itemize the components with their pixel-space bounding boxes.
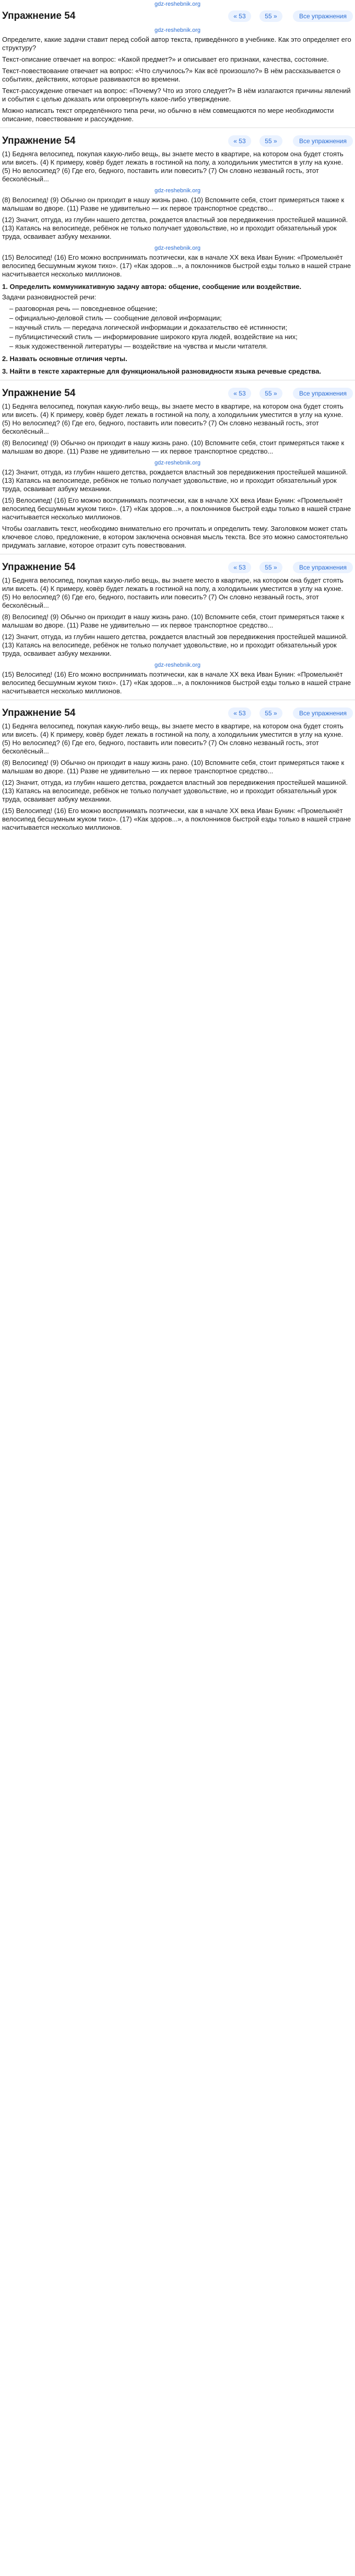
list-item: – научный стиль — передача логической информации и доказательство её истинности; <box>9 323 353 332</box>
paragraph: Определите, какие задачи ставит перед собой автор текста, приведённого в учебнике. Как это определяет его структуру? <box>2 36 351 52</box>
next-button[interactable]: 55 » <box>259 10 282 22</box>
text-part: (8) Велосипед! (9) Обычно он приходит в нашу жизнь рано. (10) Вспомните себя, стоит примеряться также к малышам во дворе. (11) Разве не удивительно — их первое транспортное средство... <box>2 196 345 212</box>
next-button[interactable]: 55 » <box>259 135 282 147</box>
task-list <box>2 305 353 351</box>
task-subtitle: Задачи разновидностей речи: <box>2 293 97 301</box>
next-button[interactable]: 55 » <box>259 707 282 719</box>
exercise-nav <box>226 135 353 147</box>
list-item: – язык художественной литературы — воздействие на чувства и мысли читателя. <box>9 342 353 351</box>
divider <box>0 127 355 128</box>
text-part: (12) Значит, отгуда, из глубин нашего детства, рождается властный зов передвижения простейшей машиной. (13) Катаясь на велосипеде, ребёнок не только получает удовольствие, но и проходит обязательный урок труда, осваивает азбуку механики. <box>2 633 348 657</box>
paragraph: Можно написать текст определённого типа речи, но обычно в нём совмещаются по мере необходимости описание, повествование и рассуждение. <box>2 107 334 123</box>
text-part: (8) Велосипед! (9) Обычно он приходит в нашу жизнь рано. (10) Вспомните себя, стоит примеряться также к малышам во дворе. (11) Разве не удивительно — их первое транспортное средство... <box>2 439 345 455</box>
paragraph: Текст-повествование отвечает на вопрос: «Что случилось?» Как всё произошло?» В нём рассказывается о событиях, действиях, которые развиваются во времени. <box>2 67 341 83</box>
text-part: (15) Велосипед! (16) Его можно воспринимать поэтически, как в начале XX века Иван Бунин: «Промелькнёт велосипед бесшумным жуком тихо». (17) «Как здоров...», а поклонников быстрой езды только в нашей стране насчитывается несколько миллионов. <box>2 670 351 695</box>
prev-button[interactable]: « 53 <box>228 135 251 147</box>
text-body <box>0 722 355 832</box>
text-part: (12) Значит, отгуда, из глубин нашего детства, рождается властный зов передвижения простейшей машиной. (13) Катаясь на велосипеде, ребёнок не только получает удовольствие, но и проходит обязательный урок труда, осваивает азбуку механики. <box>2 779 348 803</box>
text-part: (12) Значит, отгуда, из глубин нашего детства, рождается властный зов передвижения простейшей машиной. (13) Катаясь на велосипеде, ребёнок не только получает удовольствие, но и проходит обязательный урок труда, осваивает азбуку механики. <box>2 216 348 240</box>
text-part: (15) Велосипед! (16) Его можно воспринимать поэтически, как в начале XX века Иван Бунин: «Промелькнёт велосипед бесшумным жуком тихо». (17) «Как здоров...», а поклонников быстрой езды только в нашей стране насчитывается несколько миллионов. <box>2 807 351 831</box>
all-exercises-button[interactable]: Все упражнения <box>293 135 353 147</box>
text-part: (1) Бедняга велосипед, покупая какую-либо вещь, вы знаете место в квартире, на котором она будет стоять или висеть. (4) К примеру, ковёр будет лежать в гостиной на полу, а холодильник уместится в углу на кухне. (5) Но велосипед? (6) Где его, бедного, поставить или повесить? (7) Он словно незваный гость, этот бесколёсный... <box>2 150 344 183</box>
list-item: – официально-деловой стиль — сообщение деловой информации; <box>9 314 353 322</box>
watermark: gdz-reshebnik.org <box>154 460 201 466</box>
exercise-body <box>0 36 355 123</box>
closing-text: Чтобы озаглавить текст, необходимо внимательно его прочитать и определить тему. Заголовком может стать ключевое слово, предложение, в котором заключена основная мысль текста. Все это можно самостоятельно придумать заглавие, которое отразит суть повествования. <box>2 525 348 549</box>
text-part: (15) Велосипед! (16) Его можно воспринимать поэтически, как в начале XX века Иван Бунин: «Промелькнёт велосипед бесшумным жуком тихо». (17) «Как здоров...», а поклонников быстрой езды только в нашей стране насчитывается несколько миллионов. <box>2 253 351 278</box>
watermark: gdz-reshebnik.org <box>154 245 201 251</box>
exercise-title: Упражнение 54 <box>2 135 76 146</box>
exercise-header <box>0 559 355 576</box>
exercise-nav <box>226 388 353 399</box>
page <box>0 0 355 832</box>
text-body <box>0 150 355 279</box>
all-exercises-button[interactable]: Все упражнения <box>293 707 353 719</box>
prev-button[interactable]: « 53 <box>228 707 251 719</box>
list-item: – публицистический стиль — информирование широкого круга людей, воздействие на них; <box>9 333 353 341</box>
all-exercises-button[interactable]: Все упражнения <box>293 562 353 573</box>
text-body <box>0 402 355 550</box>
site-url[interactable]: gdz-reshebnik.org <box>154 1 201 7</box>
prev-button[interactable]: « 53 <box>228 10 251 22</box>
prev-button[interactable]: « 53 <box>228 562 251 573</box>
text-part: (12) Значит, отгуда, из глубин нашего детства, рождается властный зов передвижения простейшей машиной. (13) Катаясь на велосипеде, ребёнок не только получает удовольствие, но и проходит обязательный урок труда, осваивает азбуку механики. <box>2 468 348 493</box>
text-part: (8) Велосипед! (9) Обычно он приходит в нашу жизнь рано. (10) Вспомните себя, стоит примеряться также к малышам во дворе. (11) Разве не удивительно — их первое транспортное средство... <box>2 613 345 629</box>
exercise-nav <box>226 10 353 22</box>
paragraph: Текст-описание отвечает на вопрос: «Какой предмет?» и описывает его признаки, качества, состояние. <box>2 55 329 63</box>
text-body <box>0 576 355 695</box>
watermark: gdz-reshebnik.org <box>154 27 201 33</box>
text-part: (15) Велосипед! (16) Его можно воспринимать поэтически, как в начале XX века Иван Бунин: «Промелькнёт велосипед бесшумным жуком тихо». (17) «Как здоров...», а поклонников быстрой езды только в нашей стране насчитывается несколько миллионов. <box>2 496 351 521</box>
list-item: – разговорная речь — повседневное общение; <box>9 305 353 313</box>
exercise-header <box>0 7 355 25</box>
text-part: (1) Бедняга велосипед, покупая какую-либо вещь, вы знаете место в квартире, на котором она будет стоять или висеть. (4) К примеру, ковёр будет лежать в гостиной на полу, а холодильник уместится в углу на кухне. (5) Но велосипед? (6) Где его, бедного, поставить или повесить? (7) Он словно незваный гость, этот бесколёсный... <box>2 722 344 755</box>
exercise-nav <box>226 562 353 573</box>
exercise-header <box>0 385 355 402</box>
paragraph: Текст-рассуждение отвечает на вопрос: «Почему? Что из этого следует?» В нём излагаются причины явлений и события с целью доказать или опровергнуть какое-либо утверждение. <box>2 87 351 103</box>
task-title: 2. Назвать основные отличия черты. <box>2 355 127 363</box>
exercise-title: Упражнение 54 <box>2 707 76 718</box>
text-part: (1) Бедняга велосипед, покупая какую-либо вещь, вы знаете место в квартире, на котором она будет стоять или висеть. (4) К примеру, ковёр будет лежать в гостиной на полу, а холодильник уместится в углу на кухне. (5) Но велосипед? (6) Где его, бедного, поставить или повесить? (7) Он словно незваный гость, этот бесколёсный... <box>2 576 344 609</box>
all-exercises-button[interactable]: Все упражнения <box>293 10 353 22</box>
exercise-title: Упражнение 54 <box>2 10 76 21</box>
next-button[interactable]: 55 » <box>259 388 282 399</box>
text-part: (8) Велосипед! (9) Обычно он приходит в нашу жизнь рано. (10) Вспомните себя, стоит примеряться также к малышам во дворе. (11) Разве не удивительно — их первое транспортное средство... <box>2 759 345 775</box>
exercise-title: Упражнение 54 <box>2 562 76 573</box>
prev-button[interactable]: « 53 <box>228 388 251 399</box>
watermark: gdz-reshebnik.org <box>154 188 201 194</box>
exercise-title: Упражнение 54 <box>2 388 76 399</box>
task-title: 1. Определить коммуникативную задачу автора: общение, сообщение или воздействие. <box>2 283 302 291</box>
next-button[interactable]: 55 » <box>259 562 282 573</box>
exercise-header <box>0 132 355 150</box>
watermark: gdz-reshebnik.org <box>154 662 201 668</box>
exercise-nav <box>226 707 353 719</box>
exercise-header <box>0 704 355 722</box>
task-title: 3. Найти в тексте характерные для функциональной разновидности языка речевые средства. <box>2 367 322 375</box>
text-part: (1) Бедняга велосипед, покупая какую-либо вещь, вы знаете место в квартире, на котором она будет стоять или висеть. (4) К примеру, ковёр будет лежать в гостиной на полу, а холодильник уместится в углу на кухне. (5) Но велосипед? (6) Где его, бедного, поставить или повесить? (7) Он словно незваный гость, этот бесколёсный... <box>2 402 344 435</box>
all-exercises-button[interactable]: Все упражнения <box>293 388 353 399</box>
